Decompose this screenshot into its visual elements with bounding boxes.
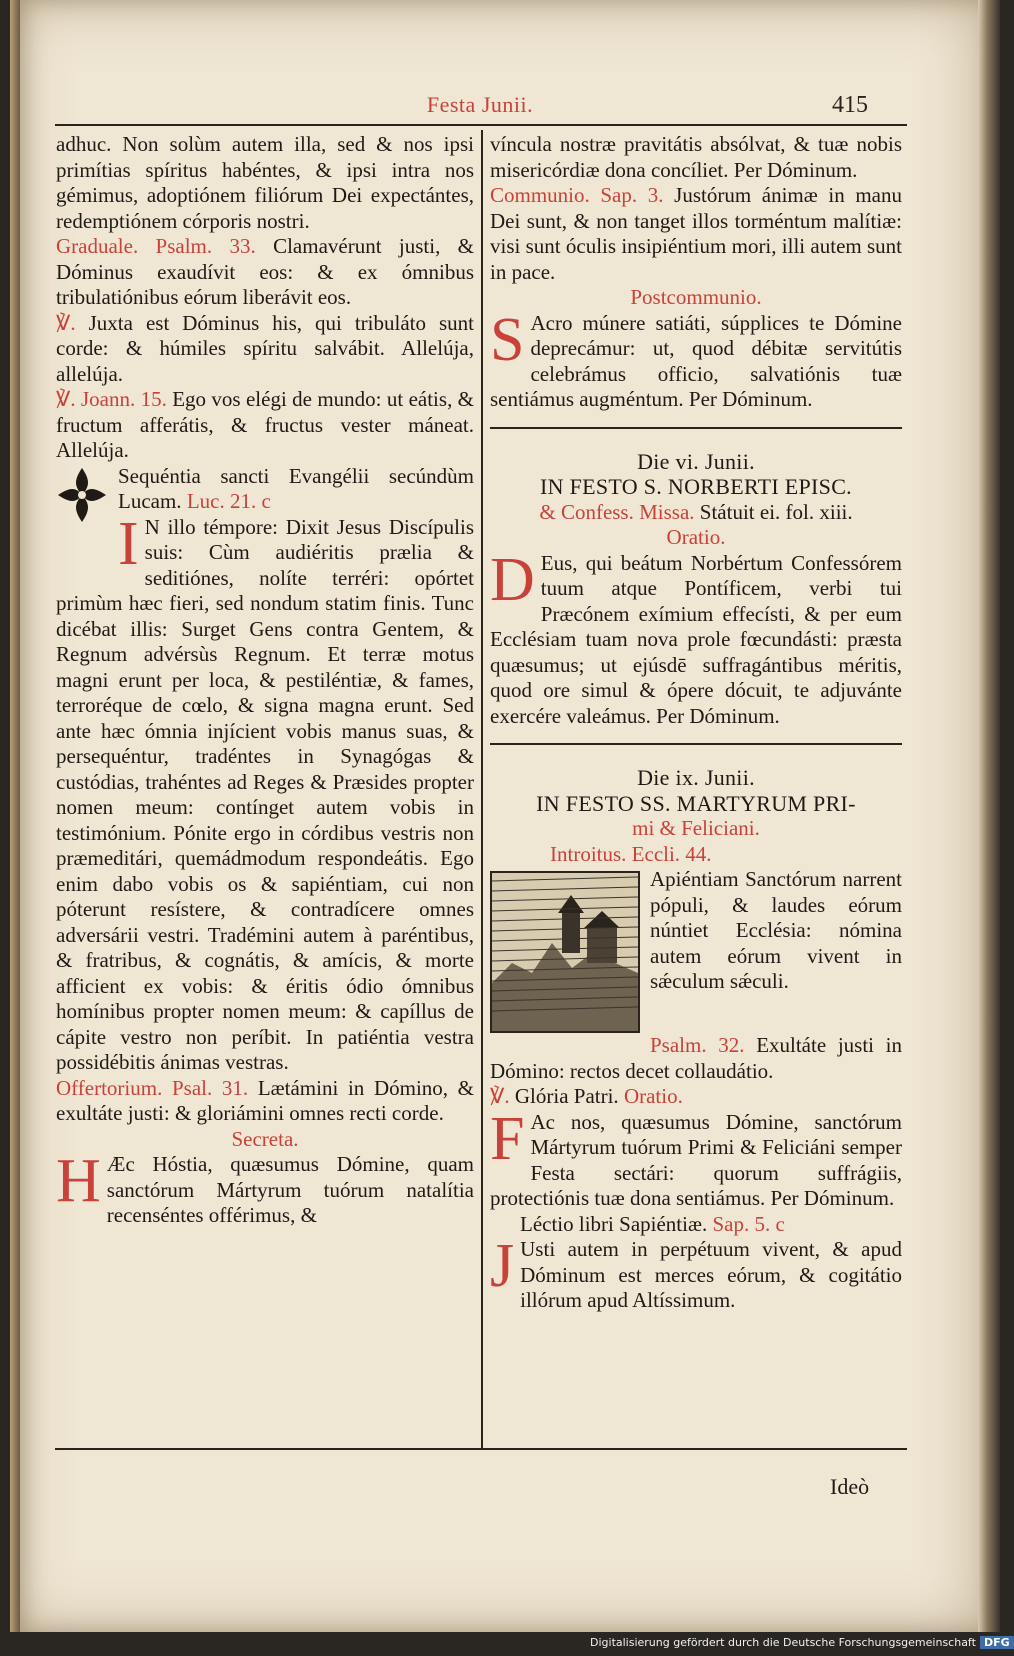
section-heading: IN FESTO S. NORBERTI EPISC. (540, 474, 852, 499)
paragraph-text: Juxta est Dóminus his, qui tribuláto sunt corde: & húmiles spíritu salvábit. Allelúja, allelúja. (56, 310, 474, 386)
lesson-heading (490, 1212, 902, 1238)
drop-initial: H (56, 1147, 101, 1215)
rubric-heading: Oratio. (666, 525, 726, 549)
dropcap-paragraph (490, 1232, 902, 1314)
historiated-initial-woodcut (490, 871, 640, 1033)
introit-label: Introitus. (550, 841, 627, 866)
rubric-label: Offertorium. Psal. 31. (56, 1075, 249, 1100)
gospel-reference: Luc. 21. c (186, 489, 271, 513)
labeled-paragraph (56, 1076, 474, 1127)
paragraph-text: Clamavérunt justi, & Dóminus exaudívit eos: & ex ómnibus tribulatiónibus eórum liberávit eos. (56, 234, 474, 309)
left-column (56, 132, 474, 1229)
drop-initial: I (118, 509, 139, 578)
section-divider (490, 427, 902, 429)
digitization-footer (590, 1636, 1014, 1649)
paragraph-text: Justórum ánimæ in manu Dei sunt, & non tanget illos torméntum malítiæ: visi sunt óculis insipiéntium mori, illi autem sunt in pace. (490, 183, 903, 284)
dropcap-paragraph (56, 509, 474, 1076)
gospel-heading (56, 464, 474, 515)
paragraph-text: Æc Hóstia, quæsumus Dómine, quam sanctórum Mártyrum tuórum natalítia recenséntes offérimus, & (106, 1152, 474, 1227)
drop-initial: F (490, 1104, 525, 1173)
rubric-heading: mi & Feliciani. (632, 816, 760, 840)
labeled-paragraph (56, 387, 474, 464)
introit-reference: Eccli. 44. (631, 841, 712, 866)
rubric-heading: Secreta. (231, 1126, 299, 1151)
rubric-label: Psalm. 32. (650, 1033, 745, 1057)
paragraph-text: Acro múnere satiáti, súpplices te Dómine deprecámur: ut, quod débitæ servitútis celebrámus officio, salvatiónis tuæ sentiámus augméntum. Per Dóminum. (490, 310, 902, 411)
bottom-rule (55, 1448, 907, 1450)
drop-initial: D (490, 545, 535, 614)
labeled-paragraph (490, 1033, 902, 1084)
rubric-label: ℣. Joann. 15. (56, 387, 167, 411)
dropcap-paragraph (490, 1104, 902, 1212)
mass-text: Státuit ei. fol. xiii. (699, 499, 853, 524)
labeled-paragraph (490, 183, 902, 285)
rubric-label: ℣. (56, 310, 76, 335)
section-divider (490, 743, 902, 745)
labeled-paragraph (56, 234, 474, 311)
text-paragraph: víncula nostræ pravitátis absólvat, & tuæ nobis misericórdiæ dona concíliet. Per Dóminum. (490, 132, 902, 182)
column-divider (481, 130, 483, 1448)
rubric-label: Graduale. Psalm. 33. (56, 234, 256, 258)
mass-reference (490, 500, 902, 526)
page-header (60, 92, 900, 124)
paragraph-text: Apiéntiam Sanctórum narrent pópuli, & laudes eórum núntiet Ecclésia: nómina autem eórum vivent in sǽculum sǽculi. (650, 867, 902, 993)
page-number: 415 (832, 92, 868, 118)
page-gutter (10, 0, 20, 1632)
section-heading: Die vi. Junii. (637, 448, 755, 474)
catchword: Ideò (830, 1474, 870, 1499)
paragraph-text: N illo témpore: Dixit Jesus Discípulis suis: Cùm audiéritis prælia & seditiónes, nolíte terréri: opórtet primùm hæc fieri, sed nondum statim finis. Tunc dicébat illis: Surget Gens contra Gentem, & Regnum advérsùs Regnum. Et terræ motus magni erunt per loca, & pestiléntiæ, & fames, terroréque de cœlo, & signa magna erunt. Sed ante hæc ómnia injícient vobis manus suas, & persequéntur, tradéntes in Synagógas & custódias, trahéntes ad Reges & Præsides propter nomen meum: contínget autem vobis in testimónium. Pónite ergo in córdibus vestris non præmeditári, quemádmodum respondeátis. Ego enim dabo vobis os & sapiéntiam, cui non póterunt resístere, & contradícere omnes adversárii vestri. Tradémini autem à paréntibus, & fratribus, & cognátis, & amícis, & morte afficient ex vobis: & éritis ódio ómnibus homínibus propter nomen meum: & capíllus de cápite vestro non períbit. In patiéntia vestra possidébitis ánimas vestras. (56, 514, 474, 1074)
paragraph-text: Exultáte justi in Dómino: rectos decet collaudátio. (490, 1033, 903, 1083)
paragraph-text: Ego vos elégi de mundo: ut eátis, & fructum afferátis, & fructus vester máneat. Allelúja. (56, 387, 475, 462)
labeled-paragraph (490, 1084, 902, 1110)
paragraph-text: Eus, qui beátum Norbértum Confessórem tuum atque Pontíficem, verbi tui Præcónem exímium effecísti, & per eum Ecclésiam tuam nova prole fœcundásti: præsta quæsumus; ut ejúsdē suffragántibus méritis, quod ore simul & ópere dócuit, te adjuvánte exercére valeámus. Per Dóminum. (490, 550, 902, 728)
dfg-logo: DFG (980, 1636, 1014, 1649)
rubric-label: Communio. Sap. 3. (490, 183, 664, 207)
dropcap-paragraph (490, 545, 902, 730)
woodcut-paragraph (490, 867, 902, 1033)
right-column (490, 132, 902, 1314)
paragraph-text: Lætámini in Dómino, & exultáte justi: & gloriámini omnes recti corde. (56, 1075, 475, 1125)
rubric-heading: Oratio. (623, 1084, 683, 1108)
dropcap-paragraph (490, 305, 902, 413)
drop-initial: S (490, 305, 525, 374)
footer-text: Digitalisierung gefördert durch die Deutsche Forschungsgemeinschaft (590, 1636, 976, 1649)
running-title: Festa Junii. (426, 92, 534, 117)
lesson-title: Léctio libri Sapiéntiæ. (520, 1211, 708, 1236)
section-heading: IN FESTO SS. MARTYRUM PRI- (536, 790, 856, 816)
page-fore-edge (978, 0, 1000, 1632)
section-heading: Die ix. Junii. (637, 765, 755, 790)
paragraph-text: Glória Patri. (514, 1084, 619, 1108)
lesson-reference: Sap. 5. c (712, 1211, 785, 1236)
introit-heading (490, 842, 902, 868)
text-paragraph: adhuc. Non solùm autem illa, sed & nos ipsi primítias spíritus habéntes, & ipsi intra nos gémimus, adoptiónem filiórum Dei expectántes, redemptiónem córporis nostri. (56, 132, 474, 233)
header-rule (55, 124, 907, 126)
rubric-heading: Postcommunio. (630, 285, 762, 309)
mass-rubric: & Confess. Missa. (539, 499, 695, 524)
labeled-paragraph (56, 311, 474, 388)
fleuron-ornament-icon (56, 466, 108, 524)
rubric-label: ℣. (490, 1084, 510, 1108)
paragraph-text: Usti autem in perpétuum vivent, & apud Dóminum est merces eórum, & cogitátio illórum apud Altíssimum. (520, 1237, 902, 1312)
gospel-title: Sequéntia sancti Evangélii secúndùm Lucam. (118, 463, 474, 513)
drop-initial: J (490, 1232, 515, 1300)
dropcap-paragraph (56, 1147, 474, 1229)
paragraph-text: Ac nos, quæsumus Dómine, sanctórum Mártyrum tuórum Primi & Feliciáni semper Festa sectári: quorum suffrágiis, protectiónis tuæ dona sentiámus. Per Dóminum. (490, 1109, 902, 1210)
